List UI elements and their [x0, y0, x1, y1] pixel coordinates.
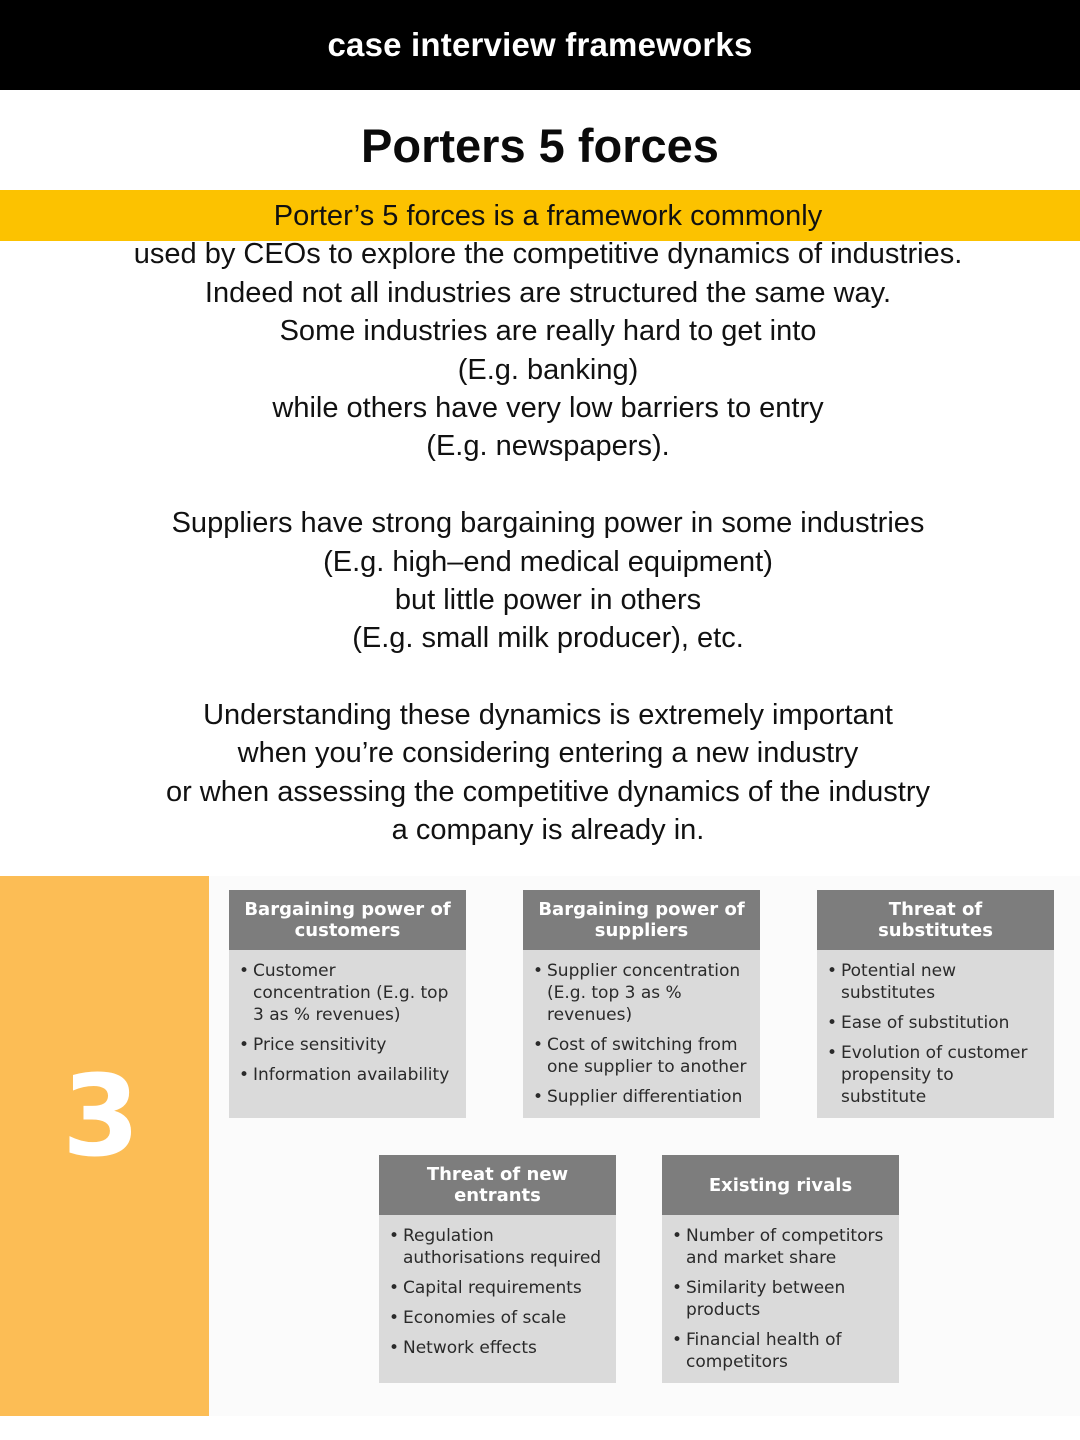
list-item: • Cost of switching from one supplier to another: [533, 1034, 750, 1078]
list-item: • Price sensitivity: [239, 1034, 456, 1056]
card-title: Threat of substitutes: [817, 890, 1054, 950]
card-list: [229, 950, 466, 1104]
intro-line: when you’re considering entering a new industry: [237, 737, 859, 770]
card-list: [379, 1215, 616, 1377]
paragraph-gap: [0, 658, 1080, 696]
intro-line: or when assessing the competitive dynamics of the industry: [165, 775, 931, 808]
list-item: • Information availability: [239, 1064, 456, 1086]
card-title: Existing rivals: [662, 1155, 899, 1215]
intro-line: but little power in others: [394, 583, 702, 616]
list-item: • Potential new substitutes: [827, 960, 1044, 1004]
card-list: [817, 950, 1054, 1126]
list-item: • Economies of scale: [389, 1307, 606, 1329]
page-title: Porters 5 forces: [361, 119, 719, 172]
figure-number: 3: [62, 1052, 140, 1182]
card-customers: [229, 890, 466, 1118]
list-item: • Capital requirements: [389, 1277, 606, 1299]
list-item: • Supplier concentration (E.g. top 3 as % revenues): [533, 960, 750, 1026]
intro-line: (E.g. newspapers).: [426, 430, 670, 463]
intro-line: Some industries are really hard to get into: [279, 315, 817, 348]
card-title: Bargaining power of suppliers: [523, 890, 760, 950]
intro-line: used by CEOs to explore the competitive dynamics of industries.: [133, 238, 963, 271]
list-item: • Evolution of customer propensity to substitute: [827, 1042, 1044, 1108]
intro-line: Indeed not all industries are structured the same way.: [204, 276, 892, 309]
intro-text: [0, 197, 1080, 850]
card-rivals: [662, 1155, 899, 1383]
card-substitutes: [817, 890, 1054, 1118]
intro-line: a company is already in.: [391, 814, 705, 847]
intro-line: (E.g. banking): [457, 353, 639, 386]
list-item: • Similarity between products: [672, 1277, 889, 1321]
card-list: [523, 950, 760, 1126]
list-item: • Regulation authorisations required: [389, 1225, 606, 1269]
intro-line: (E.g. high–end medical equipment): [323, 545, 773, 578]
list-item: • Ease of substitution: [827, 1012, 1044, 1034]
paragraph-gap: [0, 466, 1080, 504]
intro-line: Understanding these dynamics is extremely important: [203, 699, 893, 732]
intro-line: while others have very low barriers to entry: [272, 391, 824, 424]
list-item: • Customer concentration (E.g. top 3 as % revenues): [239, 960, 456, 1026]
intro-line: Porter’s 5 forces is a framework commonly: [273, 200, 823, 232]
card-title: Bargaining power of customers: [229, 890, 466, 950]
figure-number-panel: [0, 876, 209, 1416]
five-forces-figure: [0, 876, 1080, 1416]
header-bar: [0, 0, 1080, 90]
card-list: [662, 1215, 899, 1391]
intro-line: Suppliers have strong bargaining power in some industries: [171, 507, 925, 540]
intro-line: (E.g. small milk producer), etc.: [352, 622, 744, 655]
list-item: • Financial health of competitors: [672, 1329, 889, 1373]
card-new-entrants: [379, 1155, 616, 1383]
card-suppliers: [523, 890, 760, 1118]
card-title: Threat of new entrants: [379, 1155, 616, 1215]
list-item: • Supplier differentiation: [533, 1086, 750, 1108]
list-item: • Network effects: [389, 1337, 606, 1359]
header-title: case interview frameworks: [327, 26, 753, 63]
list-item: • Number of competitors and market share: [672, 1225, 889, 1269]
